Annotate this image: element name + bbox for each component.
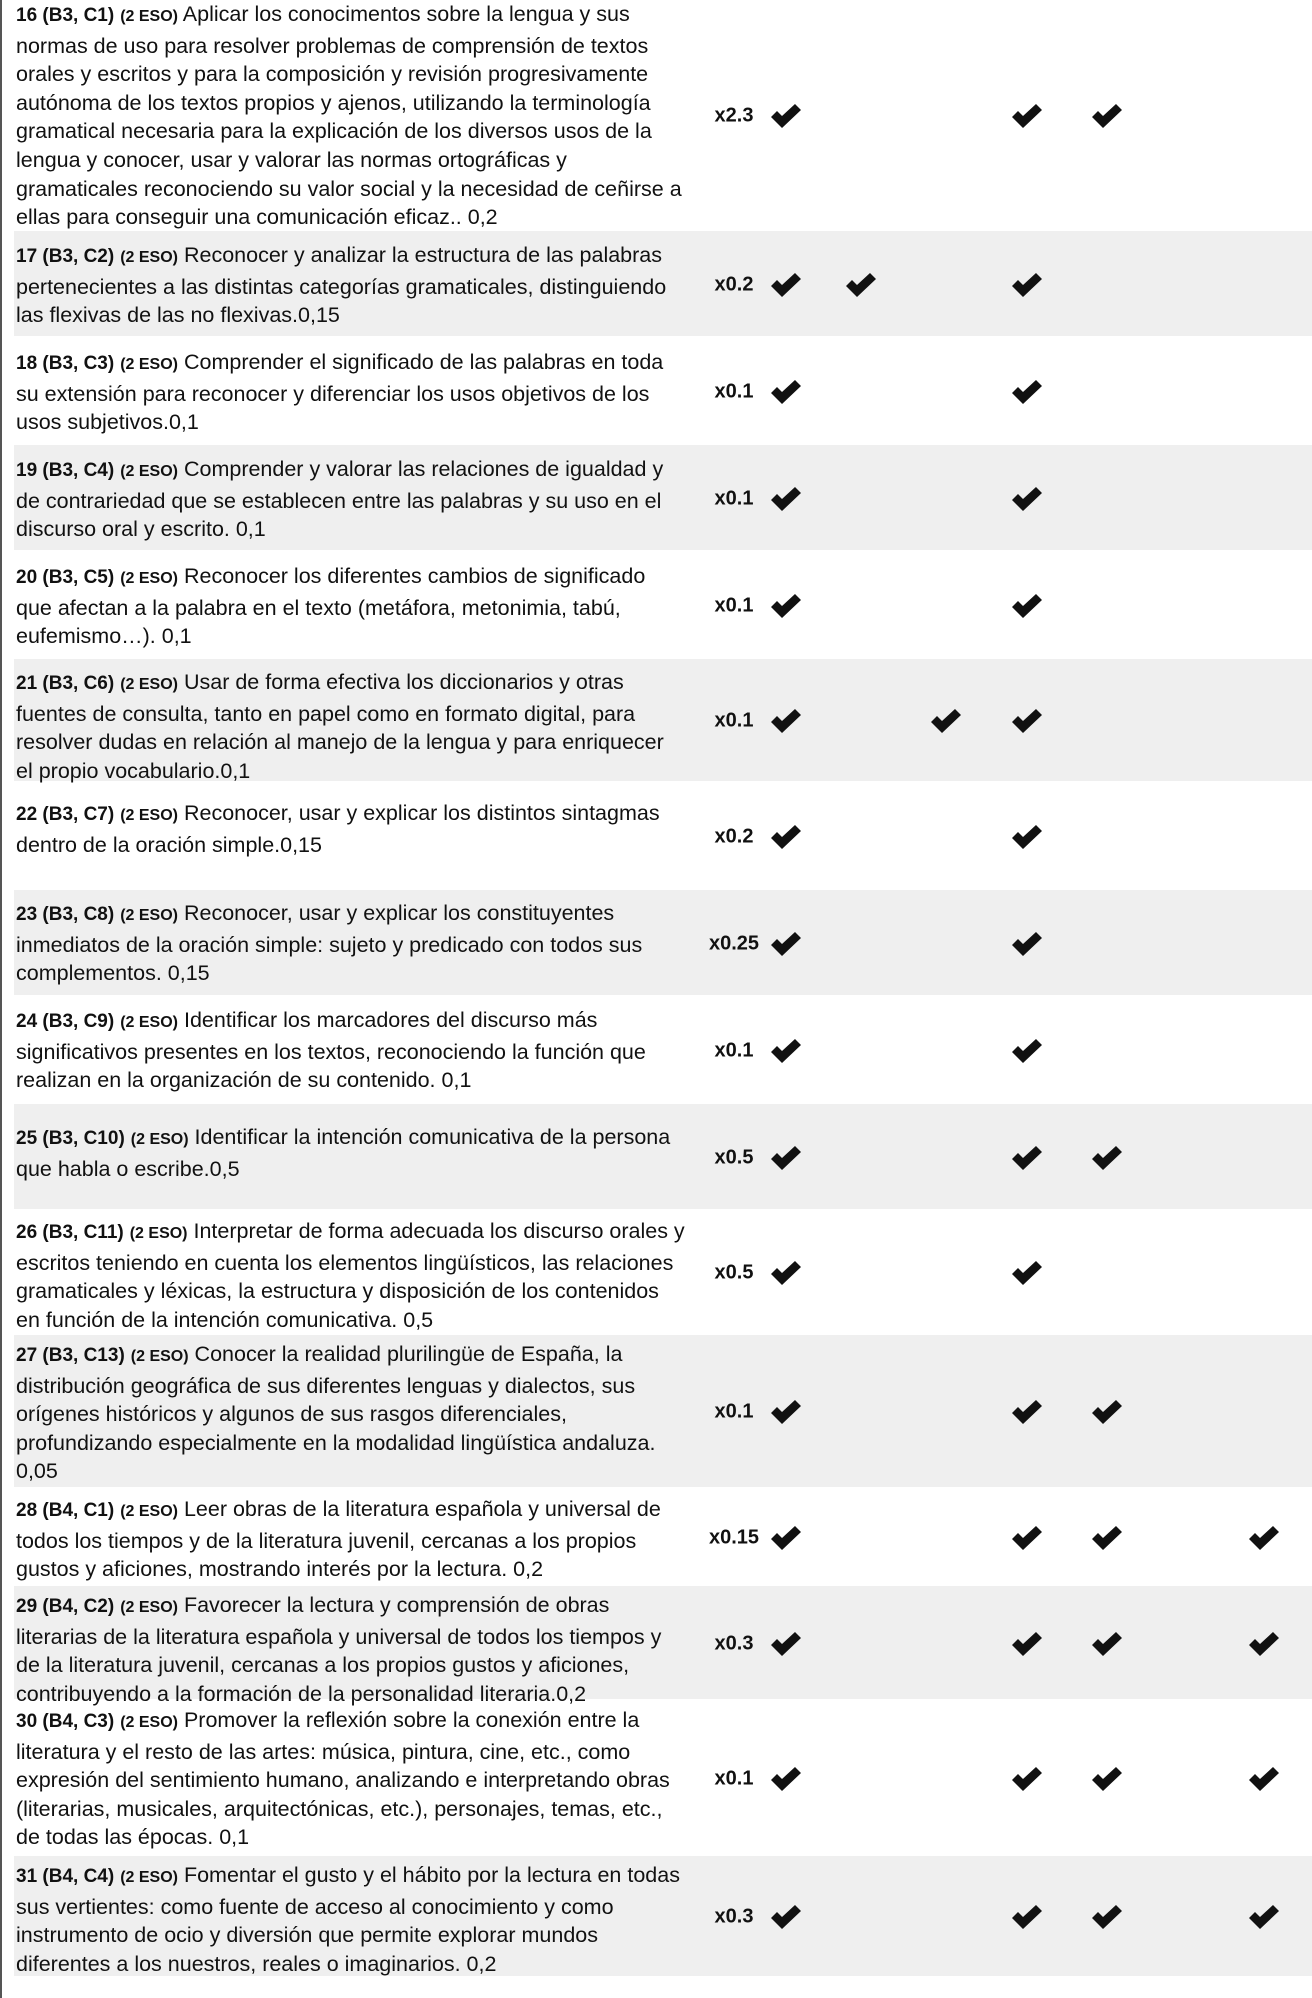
criterion-code: 23 (B3, C8) — [16, 904, 115, 925]
weight-value: x0.1 — [714, 709, 754, 732]
criterion-level: (2 ESO) — [120, 1599, 178, 1616]
criterion-level: (2 ESO) — [120, 1014, 178, 1031]
criterion-row — [14, 659, 1312, 783]
checkmark-icon — [769, 379, 803, 405]
criterion-row — [14, 0, 1312, 231]
criterion-code: 30 (B4, C3) — [16, 1711, 115, 1732]
checkmark-icon — [1010, 1145, 1044, 1171]
criterion-row — [14, 997, 1312, 1104]
checkmark-icon — [1010, 486, 1044, 512]
criterion-row — [14, 890, 1312, 997]
criterion-text — [16, 0, 686, 232]
checkmark-icon — [1247, 1766, 1281, 1792]
criterion-level: (2 ESO) — [120, 1503, 178, 1520]
checkmark-icon — [769, 1631, 803, 1657]
checkmark-icon — [1010, 1038, 1044, 1064]
checkmark-icon — [1090, 103, 1124, 129]
criterion-text — [16, 241, 686, 330]
criterion-text — [16, 1123, 686, 1183]
criterion-code: 18 (B3, C3) — [16, 353, 115, 374]
checkmark-icon — [1010, 1525, 1044, 1551]
checkmark-icon — [769, 824, 803, 850]
criterion-row — [14, 1335, 1312, 1489]
checkmark-icon — [769, 103, 803, 129]
weight-value: x0.3 — [714, 1905, 754, 1928]
checkmark-icon — [1090, 1399, 1124, 1425]
criterion-level: (2 ESO) — [130, 1131, 189, 1148]
criterion-code: 25 (B3, C10) — [16, 1128, 125, 1149]
criterion-level: (2 ESO) — [120, 807, 178, 824]
checkmark-icon — [1090, 1766, 1124, 1792]
left-border — [0, 0, 2, 1998]
weight-value: x0.1 — [714, 487, 754, 509]
checkmark-icon — [769, 931, 803, 957]
criterion-text — [16, 455, 686, 544]
weight-value: x0.2 — [714, 273, 754, 295]
criterion-code: 16 (B3, C1) — [16, 5, 115, 26]
criterion-description: Comprender y valorar las relaciones de igualdad y de contrariedad que se establecen entre las palabras y su uso en el discurso oral y escrito. 0,1 — [16, 457, 664, 542]
criterion-text — [16, 899, 686, 988]
criterion-row — [14, 1856, 1312, 1978]
checkmark-icon — [1010, 103, 1044, 129]
criterion-row — [14, 1211, 1312, 1335]
criterion-text — [16, 1340, 686, 1486]
weight-value: x0.1 — [714, 594, 754, 616]
criterion-description: Identificar los marcadores del discurso más significativos presentes en los textos, reconociendo la función que realizan en la organización de su contenido. 0,1 — [16, 1008, 646, 1093]
criterion-level: (2 ESO) — [120, 463, 178, 480]
criterion-row — [14, 783, 1312, 890]
weight-value: x0.5 — [714, 1146, 754, 1168]
weight-value: x2.3 — [714, 104, 754, 126]
checkmark-icon — [769, 1399, 803, 1425]
criterion-code: 28 (B4, C1) — [16, 1500, 115, 1521]
criterion-description: Identificar la intención comunicativa de la persona que habla o escribe.0,5 — [16, 1125, 671, 1181]
checkmark-icon — [769, 1260, 803, 1286]
criterion-description: Fomentar el gusto y el hábito por la lectura en todas sus vertientes: como fuente de acceso al conocimiento y como instrumento de ocio y diversión que permite explorar mundos diferentes a los nuestros, reales o imaginarios. 0,2 — [16, 1863, 680, 1976]
checkmark-icon — [1090, 1145, 1124, 1171]
checkmark-icon — [1010, 1260, 1044, 1286]
criterion-description: Aplicar los conocimentos sobre la lengua y sus normas de uso para resolver problemas de comprensión de textos orales y escritos y para la composición y revisión progresivamente autónoma de los textos propios y ajenos, utilizando la terminología gramatical necesaria para la explicación de los diversos usos de la lengua y conocer, usar y valorar las normas ortográficas y gramaticales reconociendo su valor social y la necesidad de ceñirse a ellas para conseguir una comunicación eficaz.. 0,2 — [16, 2, 682, 230]
criterion-text — [16, 1217, 686, 1334]
weight-value: x0.3 — [714, 1632, 754, 1654]
criterion-row — [14, 1701, 1312, 1856]
weight-value: x0.15 — [708, 1526, 760, 1548]
checkmark-icon — [1090, 1525, 1124, 1551]
criterion-level: (2 ESO) — [120, 356, 178, 373]
checkmark-icon — [1010, 593, 1044, 619]
criterion-row — [14, 1489, 1312, 1586]
criterion-row — [14, 1586, 1312, 1706]
criterion-code: 24 (B3, C9) — [16, 1011, 115, 1032]
criterion-level: (2 ESO) — [120, 676, 178, 693]
criterion-description: Conocer la realidad plurilingüe de España, la distribución geográfica de sus diferentes lenguas y dialectos, sus orígenes históricos y algunos de sus rasgos diferenciales, profundizando especialmente en la modalidad lingüística andaluza. 0,05 — [16, 1342, 656, 1484]
checkmark-icon — [1247, 1904, 1281, 1930]
criterion-text — [16, 1006, 686, 1095]
checkmark-icon — [1090, 1631, 1124, 1657]
checkmark-icon — [769, 486, 803, 512]
criterion-level: (2 ESO) — [120, 8, 178, 25]
checkmark-icon — [1247, 1525, 1281, 1551]
criterion-text — [16, 1706, 686, 1852]
checkmark-icon — [1010, 931, 1044, 957]
weight-value: x0.1 — [714, 1767, 754, 1789]
checkmark-icon — [769, 708, 803, 734]
criterion-code: 31 (B4, C4) — [16, 1866, 115, 1887]
weight-value: x0.1 — [714, 1039, 754, 1061]
weight-value: x0.5 — [714, 1261, 754, 1284]
criterion-row — [14, 338, 1312, 445]
criterion-text — [16, 1591, 686, 1708]
criterion-description: Comprender el significado de las palabras en toda su extensión para reconocer y diferenciar los usos objetivos de los usos subjetivos.0,1 — [16, 350, 664, 435]
checkmark-icon — [769, 1145, 803, 1171]
weight-value: x0.1 — [714, 380, 754, 402]
criterion-code: 19 (B3, C4) — [16, 460, 115, 481]
checkmark-icon — [1010, 272, 1044, 298]
checkmark-icon — [769, 1038, 803, 1064]
criterion-code: 27 (B3, C13) — [16, 1345, 125, 1366]
criterion-text — [16, 1861, 686, 1978]
criterion-text — [16, 348, 686, 437]
criterion-code: 26 (B3, C11) — [16, 1222, 124, 1243]
criterion-description: Usar de forma efectiva los diccionarios y otras fuentes de consulta, tanto en papel como en formato digital, para resolver dudas en relación al manejo de la lengua y para enriquecer el propio vocabulario.0,1 — [16, 670, 664, 783]
checkmark-icon — [1247, 1631, 1281, 1657]
criterion-level: (2 ESO) — [120, 249, 178, 266]
weight-value: x0.25 — [708, 932, 760, 954]
checkmark-icon — [769, 1904, 803, 1930]
checkmark-icon — [1010, 708, 1044, 734]
criterion-level: (2 ESO) — [120, 907, 178, 924]
criterion-description: Interpretar de forma adecuada los discurso orales y escritos teniendo en cuenta los elementos lingüísticos, las relaciones gramaticales y léxicas, la estructura y disposición de los contenidos en función de la intención comunicativa. 0,5 — [16, 1219, 685, 1332]
criterion-text — [16, 562, 686, 651]
criterion-description: Promover la reflexión sobre la conexión entre la literatura y el resto de las artes: música, pintura, cine, etc., como expresión del sentimiento humano, analizando e interpretando obras (literarias, musicales, arquitectónicas, etc.), personajes, temas, etc., de todas las épocas. 0,1 — [16, 1708, 670, 1850]
criterion-level: (2 ESO) — [120, 1714, 178, 1731]
checkmark-icon — [769, 1766, 803, 1792]
criterion-description: Reconocer, usar y explicar los distintos sintagmas dentro de la oración simple.0,15 — [16, 801, 660, 857]
criterion-code: 29 (B4, C2) — [16, 1596, 115, 1617]
criterion-code: 22 (B3, C7) — [16, 804, 115, 825]
checkmark-icon — [1010, 1399, 1044, 1425]
checkmark-icon — [929, 708, 963, 734]
criterion-row — [14, 445, 1312, 552]
criterion-row — [14, 231, 1312, 338]
criterion-level: (2 ESO) — [120, 570, 178, 587]
checkmark-icon — [1010, 1766, 1044, 1792]
checkmark-icon — [844, 272, 878, 298]
checkmark-icon — [769, 272, 803, 298]
criterion-code: 21 (B3, C6) — [16, 673, 115, 694]
weight-value: x0.2 — [714, 825, 754, 847]
checkmark-icon — [769, 593, 803, 619]
weight-value: x0.1 — [714, 1400, 754, 1423]
checkmark-icon — [1010, 379, 1044, 405]
checkmark-icon — [1010, 1904, 1044, 1930]
criterion-description: Reconocer los diferentes cambios de significado que afectan a la palabra en el texto (metáfora, metonimia, tabú, eufemismo…). 0,1 — [16, 564, 646, 649]
criterion-level: (2 ESO) — [129, 1225, 188, 1242]
criterion-text — [16, 668, 686, 785]
criterion-row — [14, 552, 1312, 659]
criterion-row — [14, 1104, 1312, 1211]
criterion-code: 20 (B3, C5) — [16, 567, 115, 588]
criterion-description: Favorecer la lectura y comprensión de obras literarias de la literatura española y universal de todos los tiempos y de la literatura juvenil, cercanas a los propios gustos y aficiones, contribuyendo a la formación de la personalidad literaria.0,2 — [16, 1593, 662, 1706]
criteria-table — [14, 0, 1312, 1978]
criterion-text — [16, 799, 686, 859]
criterion-level: (2 ESO) — [120, 1869, 178, 1886]
checkmark-icon — [1010, 824, 1044, 850]
checkmark-icon — [1010, 1631, 1044, 1657]
criterion-description: Leer obras de la literatura española y universal de todos los tiempos y de la literatura juvenil, cercanas a los propios gustos y aficiones, mostrando interés por la lectura. 0,2 — [16, 1497, 661, 1582]
criterion-level: (2 ESO) — [130, 1348, 189, 1365]
checkmark-icon — [1090, 1904, 1124, 1930]
criterion-description: Reconocer y analizar la estructura de las palabras pertenecientes a las distintas categorías gramaticales, distinguiendo las flexivas de las no flexivas.0,15 — [16, 243, 667, 328]
criterion-text — [16, 1495, 686, 1584]
checkmark-icon — [769, 1525, 803, 1551]
criterion-code: 17 (B3, C2) — [16, 246, 115, 267]
criterion-description: Reconocer, usar y explicar los constituyentes inmediatos de la oración simple: sujeto y predicado con todos sus complementos. 0,15 — [16, 901, 643, 986]
